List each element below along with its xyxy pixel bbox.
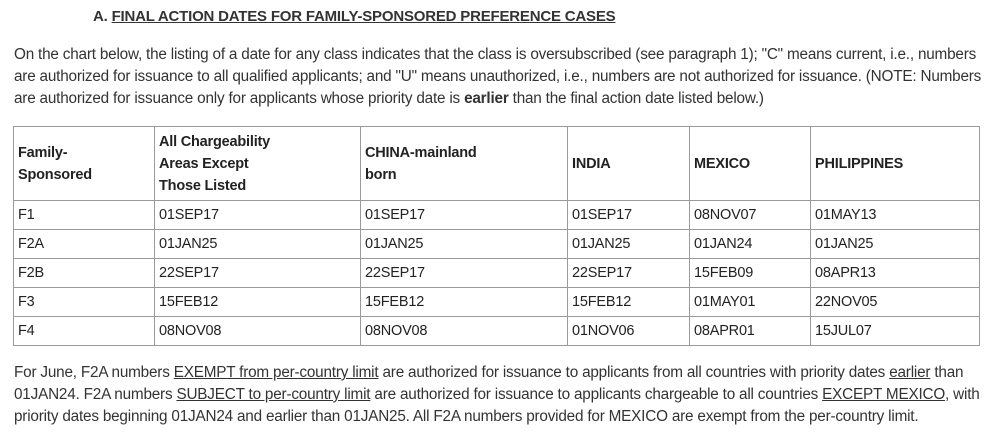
- header-china-line2: born: [365, 166, 397, 183]
- exempt-per-country-limit-link[interactable]: EXEMPT from per-country limit: [173, 364, 379, 381]
- table-cell: 08NOV07: [690, 201, 811, 230]
- except-mexico-emphasis: EXCEPT MEXICO: [822, 386, 946, 403]
- row-category-cell: F3: [14, 288, 155, 317]
- table-cell: 08NOV08: [361, 317, 568, 346]
- table-cell: 08APR13: [811, 259, 980, 288]
- table-cell: 01NOV06: [568, 317, 690, 346]
- header-family-sponsored: [14, 127, 155, 201]
- table-cell: 22SEP17: [155, 259, 361, 288]
- footer-text: are authorized for issuance to applicants chargeable to all countries: [370, 386, 823, 403]
- intro-paragraph: [14, 44, 982, 110]
- table-cell: 22SEP17: [568, 259, 690, 288]
- final-action-dates-table: [13, 126, 980, 346]
- table-header-row: [14, 127, 980, 201]
- table-cell: 01MAY13: [811, 201, 980, 230]
- row-category-cell: F2B: [14, 259, 155, 288]
- table-row: [14, 230, 980, 259]
- footer-text: than 01JAN24. F2A numbers: [14, 364, 964, 403]
- section-marker: A.: [93, 8, 108, 25]
- footer-text: , with priority dates beginning 01JAN24 and earlier than 01JAN25. All F2A numbers provided for MEXICO are exempt from the per-country limit.: [14, 386, 980, 425]
- table-cell: 01JAN25: [568, 230, 690, 259]
- table-cell: 01JAN25: [361, 230, 568, 259]
- table-cell: 08NOV08: [155, 317, 361, 346]
- row-category-cell: F1: [14, 201, 155, 230]
- header-family-sponsored-line2: Sponsored: [18, 166, 92, 183]
- header-mexico: MEXICO: [690, 127, 811, 201]
- header-china-line1: CHINA-mainland: [365, 144, 477, 161]
- header-philippines: PHILIPPINES: [811, 127, 980, 201]
- table-cell: 01MAY01: [690, 288, 811, 317]
- table-cell: 15JUL07: [811, 317, 980, 346]
- table-cell: 15FEB12: [155, 288, 361, 317]
- table-cell: 01SEP17: [568, 201, 690, 230]
- table-cell: 01JAN25: [155, 230, 361, 259]
- footer-paragraph: [14, 362, 984, 428]
- table-cell: 01JAN24: [690, 230, 811, 259]
- table-cell: 08APR01: [690, 317, 811, 346]
- header-all-chargeability-line3: Those Listed: [159, 177, 247, 194]
- table-cell: 15FEB12: [361, 288, 568, 317]
- table-cell: 01SEP17: [361, 201, 568, 230]
- intro-text-part2: than the final action date listed below.): [508, 90, 764, 107]
- footer-text: For June, F2A numbers: [14, 364, 174, 381]
- table-row: [14, 201, 980, 230]
- header-family-sponsored-line1: Family-: [18, 144, 68, 161]
- row-category-cell: F4: [14, 317, 155, 346]
- earlier-emphasis: earlier: [889, 364, 931, 381]
- header-china: [361, 127, 568, 201]
- table-cell: 22NOV05: [811, 288, 980, 317]
- section-title: FINAL ACTION DATES FOR FAMILY-SPONSORED PREFERENCE CASES: [111, 8, 616, 25]
- intro-text-part1: On the chart below, the listing of a date for any class indicates that the class is oversubscribed (see paragraph 1); "C" means current, i.e., numbers are authorized for issuance to all qualified applicants; and "U" means unauthorized, i.e., numbers are not authorized for issuance. (NOTE: Numbers are authorized for issuance only for applicants whose priority date is: [14, 46, 982, 107]
- table-row: [14, 259, 980, 288]
- intro-emphasis: earlier: [464, 90, 509, 107]
- table-cell: 01JAN25: [811, 230, 980, 259]
- header-india: INDIA: [568, 127, 690, 201]
- table-row: [14, 288, 980, 317]
- header-all-chargeability-line2: Areas Except: [159, 155, 249, 172]
- section-heading: [93, 8, 615, 25]
- table-cell: 22SEP17: [361, 259, 568, 288]
- footer-text: are authorized for issuance to applicants from all countries with priority dates: [378, 364, 890, 381]
- table-cell: 01SEP17: [155, 201, 361, 230]
- table-cell: 15FEB12: [568, 288, 690, 317]
- table-row: [14, 317, 980, 346]
- row-category-cell: F2A: [14, 230, 155, 259]
- header-all-chargeability: [155, 127, 361, 201]
- table-cell: 15FEB09: [690, 259, 811, 288]
- header-all-chargeability-line1: All Chargeability: [159, 133, 271, 150]
- subject-per-country-limit-link[interactable]: SUBJECT to per-country limit: [176, 386, 371, 403]
